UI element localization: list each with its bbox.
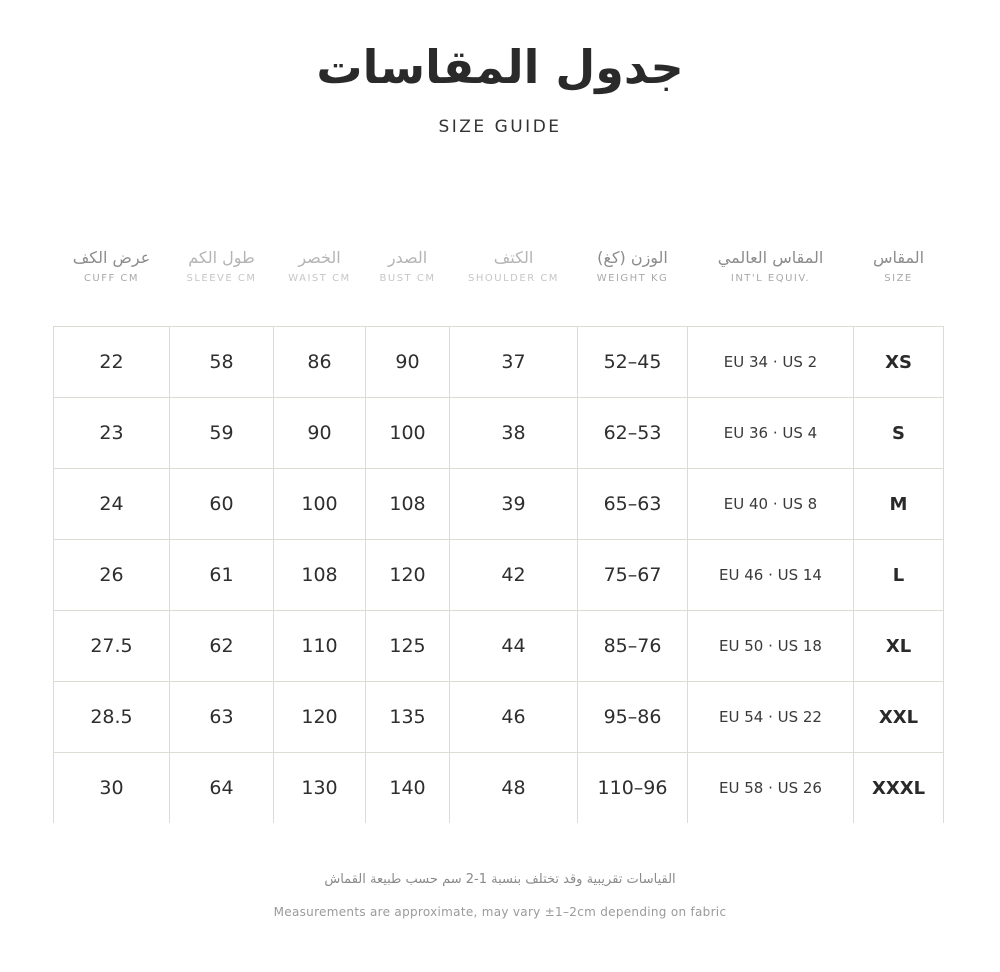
header-label-en: SHOULDER CM <box>468 273 559 284</box>
cuff-cell: 30 <box>54 753 170 824</box>
header-label-ar: الخصر <box>298 248 341 267</box>
equiv-cell: EU 58 · US 26 <box>688 753 854 824</box>
header-equiv <box>688 242 854 327</box>
header-bust <box>366 242 450 327</box>
equiv-cell: EU 46 · US 14 <box>688 540 854 611</box>
header-label-en: BUST CM <box>379 273 436 284</box>
bust-cell: 100 <box>366 398 450 469</box>
equiv-cell: EU 54 · US 22 <box>688 682 854 753</box>
header-label-en: SLEEVE CM <box>186 273 257 284</box>
bust-cell: 125 <box>366 611 450 682</box>
table-row <box>54 469 944 540</box>
sleeve-cell: 63 <box>170 682 274 753</box>
waist-cell: 90 <box>274 398 366 469</box>
header-label-en: WEIGHT KG <box>596 273 669 284</box>
header-label-ar: الوزن (كغ) <box>597 248 668 267</box>
weight-cell: 85–76 <box>578 611 688 682</box>
bust-cell: 140 <box>366 753 450 824</box>
table-row <box>54 398 944 469</box>
cuff-cell: 26 <box>54 540 170 611</box>
bust-cell: 135 <box>366 682 450 753</box>
header-size <box>854 242 944 327</box>
waist-cell: 110 <box>274 611 366 682</box>
equiv-cell: EU 34 · US 2 <box>688 327 854 398</box>
size-cell: L <box>854 540 944 611</box>
size-cell: S <box>854 398 944 469</box>
sleeve-cell: 58 <box>170 327 274 398</box>
waist-cell: 100 <box>274 469 366 540</box>
table-row <box>54 682 944 753</box>
footnote-en: Measurements are approximate, may vary ±1–2cm depending on fabric <box>273 905 727 919</box>
equiv-cell: EU 36 · US 4 <box>688 398 854 469</box>
cuff-cell: 23 <box>54 398 170 469</box>
header-label-ar: طول الكم <box>188 248 255 267</box>
shoulder-cell: 46 <box>450 682 578 753</box>
header-label-en: WAIST CM <box>288 273 351 284</box>
page-subtitle: SIZE GUIDE <box>438 117 562 137</box>
weight-cell: 65–63 <box>578 469 688 540</box>
shoulder-cell: 38 <box>450 398 578 469</box>
bust-cell: 108 <box>366 469 450 540</box>
size-cell: M <box>854 469 944 540</box>
cuff-cell: 27.5 <box>54 611 170 682</box>
cuff-cell: 22 <box>54 327 170 398</box>
header-label-ar: الكتف <box>493 248 534 267</box>
waist-cell: 130 <box>274 753 366 824</box>
header-label-ar: الصدر <box>387 248 428 267</box>
shoulder-cell: 39 <box>450 469 578 540</box>
sleeve-cell: 61 <box>170 540 274 611</box>
table-row <box>54 540 944 611</box>
weight-cell: 52–45 <box>578 327 688 398</box>
shoulder-cell: 42 <box>450 540 578 611</box>
header-cuff <box>54 242 170 327</box>
shoulder-cell: 48 <box>450 753 578 824</box>
header-label-ar: عرض الكف <box>72 248 151 267</box>
header-weight <box>578 242 688 327</box>
weight-cell: 62–53 <box>578 398 688 469</box>
size-cell: XL <box>854 611 944 682</box>
table-row <box>54 611 944 682</box>
cuff-cell: 24 <box>54 469 170 540</box>
table-row <box>54 753 944 824</box>
header-label-ar: المقاس <box>872 248 925 267</box>
header-label-en: INT'L EQUIV. <box>730 273 811 284</box>
header-label-en: SIZE <box>884 273 913 284</box>
header-label-ar: المقاس العالمي <box>717 248 824 267</box>
header-row <box>54 242 944 327</box>
header-waist <box>274 242 366 327</box>
size-cell: XS <box>854 327 944 398</box>
bust-cell: 120 <box>366 540 450 611</box>
shoulder-cell: 44 <box>450 611 578 682</box>
waist-cell: 86 <box>274 327 366 398</box>
page-title: جدول المقاسات <box>316 40 684 94</box>
size-table <box>53 242 944 823</box>
size-cell: XXXL <box>854 753 944 824</box>
header-shoulder <box>450 242 578 327</box>
bust-cell: 90 <box>366 327 450 398</box>
footnote-ar: القياسات تقريبية وقد تختلف بنسبة 1-2 سم حسب طبيعة القماش <box>324 872 676 887</box>
weight-cell: 110–96 <box>578 753 688 824</box>
weight-cell: 95–86 <box>578 682 688 753</box>
sleeve-cell: 60 <box>170 469 274 540</box>
sleeve-cell: 64 <box>170 753 274 824</box>
sleeve-cell: 59 <box>170 398 274 469</box>
header-sleeve <box>170 242 274 327</box>
waist-cell: 108 <box>274 540 366 611</box>
table-row <box>54 327 944 398</box>
header-label-en: CUFF CM <box>83 273 140 284</box>
equiv-cell: EU 50 · US 18 <box>688 611 854 682</box>
size-cell: XXL <box>854 682 944 753</box>
waist-cell: 120 <box>274 682 366 753</box>
weight-cell: 75–67 <box>578 540 688 611</box>
sleeve-cell: 62 <box>170 611 274 682</box>
cuff-cell: 28.5 <box>54 682 170 753</box>
equiv-cell: EU 40 · US 8 <box>688 469 854 540</box>
shoulder-cell: 37 <box>450 327 578 398</box>
